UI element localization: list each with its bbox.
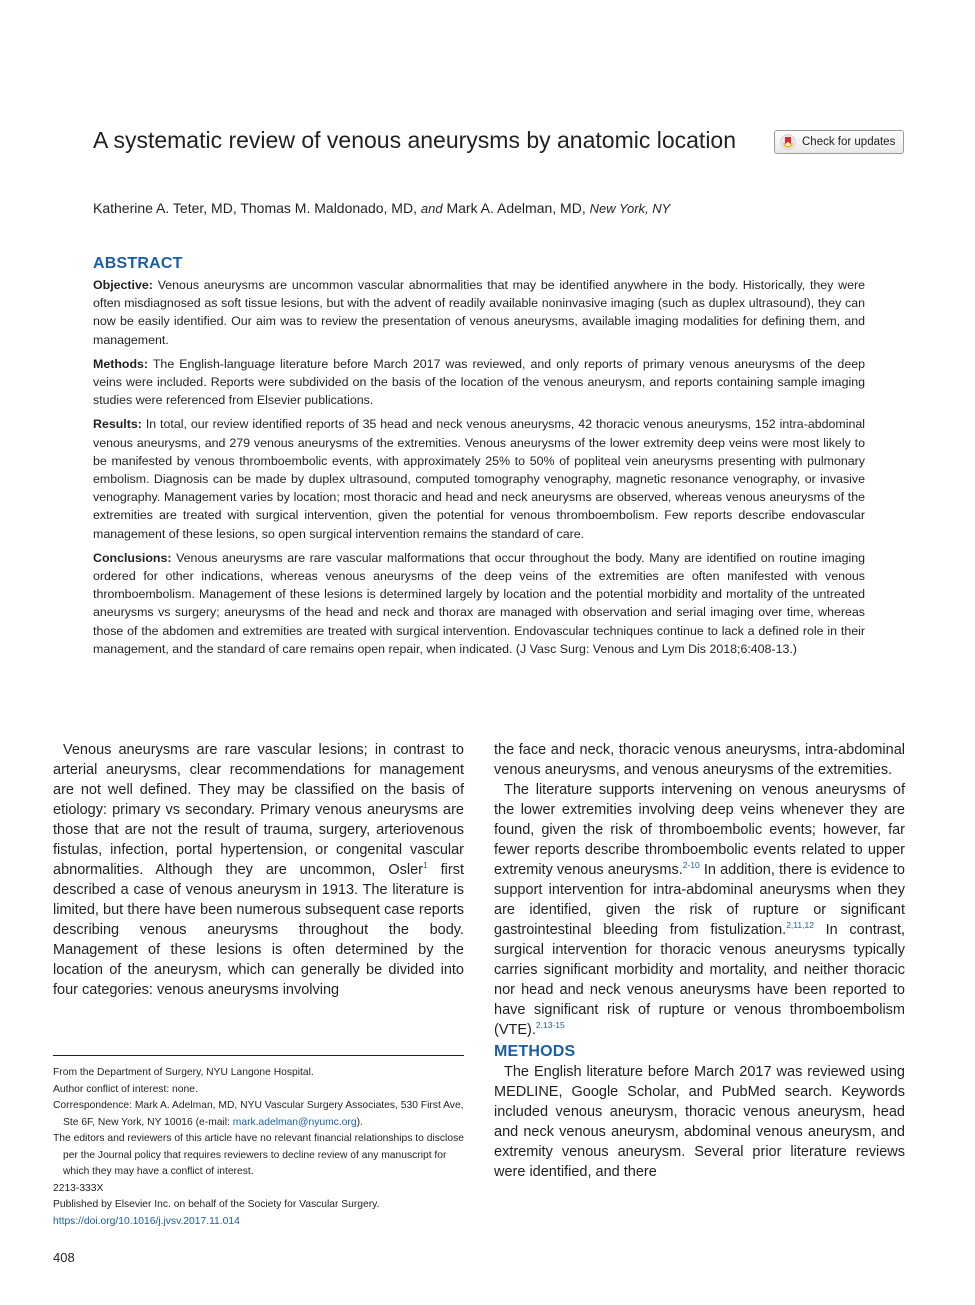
intro-continuation: the face and neck, thoracic venous aneurysms, intra-abdominal venous aneurysms, and venous aneurysms of the extremities.	[494, 742, 905, 778]
author-names: Katherine A. Teter, MD, Thomas M. Maldonado, MD,	[93, 200, 417, 216]
ref-1-link[interactable]: 1	[423, 860, 428, 871]
intro-text-a: Venous aneurysms are rare vascular lesions; in contrast to arterial aneurysms, clear recommendations for management are not well defined. They may be classified on the basis of etiology: primary vs secondary. Primary venous aneurysms are those that are not the result of trauma, surgery, arteriovenous fistulas, infection, portal hypertension, or congenital vascular abnormalities. Although they are uncommon, Osler	[53, 742, 464, 878]
ref-2-10-link[interactable]: 2-10	[682, 860, 700, 871]
objective-label: Objective:	[93, 278, 153, 292]
check-for-updates-label: Check for updates	[802, 136, 896, 148]
body-column-right	[494, 740, 905, 1182]
results-label: Results:	[93, 417, 142, 432]
footnote-editors: The editors and reviewers of this article have no relevant financial relationships to disclose per the Journal policy that requires reviewers to decline review of any manuscript for which they may have a conflict of interest.	[53, 1133, 464, 1177]
methods-text: The English-language literature before March 2017 was reviewed, and only reports of primary venous aneurysms of the deep veins were included. Reports were subdivided on the basis of the location of the venous aneurysm, and reports containing sample imaging studies were referenced from Elsevier publications.	[93, 356, 865, 408]
author-location: New York, NY	[589, 201, 671, 216]
author-and: and	[420, 201, 443, 216]
abstract-methods	[93, 355, 865, 410]
article-title: A systematic review of venous aneurysms by anatomic location	[93, 127, 737, 153]
conclusions-text: Venous aneurysms are rare vascular malformations that occur throughout the body. Many are identified on routine imaging ordered for other indications, whereas venous aneurysms of the deep veins of the extremities are often manifested with venous thromboembolism. Management of these lesions is determined largely by location and the potential morbidity and mortality of the untreated aneurysms vs surgery; aneurysms of the head and neck and thorax are managed with observation and serial imaging over time, whereas those of the abdomen and extremities are treated with surgical intervention. Endovascular techniques continue to lack a defined role in their management, and the standard of care remains open repair, when indicated. (J Vasc Surg: Venous and Lym Dis 2018;6:408-13.)	[93, 550, 865, 656]
crossmark-icon	[780, 134, 796, 150]
literature-paragraph	[494, 780, 905, 1040]
lit-text-b: In addition, there is evidence to support intervention for intra-abdominal aneurysms when they are identified, given the risk of rupture or significant gastrointestinal bleeding from fistulization.	[494, 862, 905, 938]
abstract-conclusions	[93, 549, 865, 658]
correspondence-close: ).	[356, 1116, 363, 1128]
methods-paragraph: The English literature before March 2017 was reviewed using MEDLINE, Google Scholar, and PubMed search. Keywords included venous aneurysm, thoracic venous aneurysm, head and neck venous aneurysm, abdominal venous aneurysm, and extremity venous aneurysm. Several prior literature reviews were identified, and there	[494, 1064, 905, 1180]
abstract-results	[93, 415, 865, 542]
footnote-issn: 2213-333X	[53, 1182, 104, 1194]
author-last: Mark A. Adelman, MD,	[446, 200, 586, 216]
body-column-left	[53, 740, 464, 1000]
lit-text-c: In contrast, surgical intervention for thoracic venous aneurysms typically carries significant morbidity and mortality, and neither thoracic nor head and neck venous aneurysms have been reported to have significant risk of rupture or venous thromboembolism (VTE).	[494, 922, 905, 1038]
footnote-department: From the Department of Surgery, NYU Langone Hospital.	[53, 1067, 314, 1078]
abstract-section	[93, 255, 865, 664]
methods-label: Methods:	[93, 356, 149, 371]
ref-2-11-12-link[interactable]: 2,11,12	[786, 920, 814, 931]
footnote-correspondence	[53, 1098, 464, 1131]
results-text: In total, our review identified reports of 35 head and neck venous aneurysms, 42 thoracic venous aneurysms, 152 intra-abdominal venous aneurysms, and 279 venous aneurysms of the extremities. Venous aneurysms of the lower extremity deep veins were most likely to be manifested by venous thromboembolic events, with approximately 25% to 50% of popliteal vein aneurysms presenting with pulmonary embolism. Diagnosis can be made by duplex ultrasound, computed tomography venography, magnetic resonance venography, or invasive venography. Management varies by location; most thoracic and head and neck aneurysms are observed, whereas venous aneurysms of the extremities are treated with surgical intervention, given the potential for venous thromboembolism. Few reports describe endovascular management of these lesions, so open surgical intervention remains the standard of care.	[93, 417, 865, 541]
footnote-divider	[53, 1055, 464, 1056]
check-for-updates-button[interactable]	[774, 130, 904, 154]
page-number: 408	[53, 1250, 75, 1265]
intro-paragraph	[53, 740, 464, 1000]
footnote-conflict: Author conflict of interest: none.	[53, 1083, 198, 1095]
lit-text-a: The literature supports intervening on venous aneurysms of the lower extremities involving deep veins whenever they are found, given the risk of thromboembolic events; however, far fewer reports describe thromboembolic events related to upper extremity venous aneurysms.	[494, 782, 905, 878]
abstract-objective	[93, 276, 865, 349]
footnote-published: Published by Elsevier Inc. on behalf of the Society for Vascular Surgery.	[53, 1199, 380, 1210]
objective-text: Venous aneurysms are uncommon vascular abnormalities that may be identified anywhere in the body. Historically, they were often misdiagnosed as soft tissue lesions, but with the advent of readily available noninvasive imaging (such as duplex ultrasound), they can now be easily identified. Our aim was to review the presentation of venous aneurysms, available imaging modalities for defining them, and management.	[93, 278, 865, 347]
intro-text-b: first described a case of venous aneurysm in 1913. The literature is limited, but there have been numerous subsequent case reports describing venous aneurysms throughout the body. Management of these lesions is often determined by the location of the aneurysm, which can generally be divided into four categories: venous aneurysms involving	[53, 862, 464, 998]
doi-link[interactable]: https://doi.org/10.1016/j.jvsv.2017.11.014	[53, 1215, 240, 1227]
correspondence-text: Correspondence: Mark A. Adelman, MD, NYU Vascular Surgery Associates, 530 First Ave, Ste 6F, New York, NY 10016 (e-mail:	[53, 1100, 464, 1128]
footnotes	[53, 1065, 464, 1230]
abstract-heading: ABSTRACT	[93, 255, 183, 272]
email-link[interactable]: mark.adelman@nyumc.org	[232, 1116, 357, 1128]
ref-2-13-15-link[interactable]: 2,13-15	[535, 1020, 565, 1031]
author-line	[93, 200, 670, 216]
methods-heading: METHODS	[494, 1043, 576, 1060]
conclusions-label: Conclusions:	[93, 550, 172, 565]
